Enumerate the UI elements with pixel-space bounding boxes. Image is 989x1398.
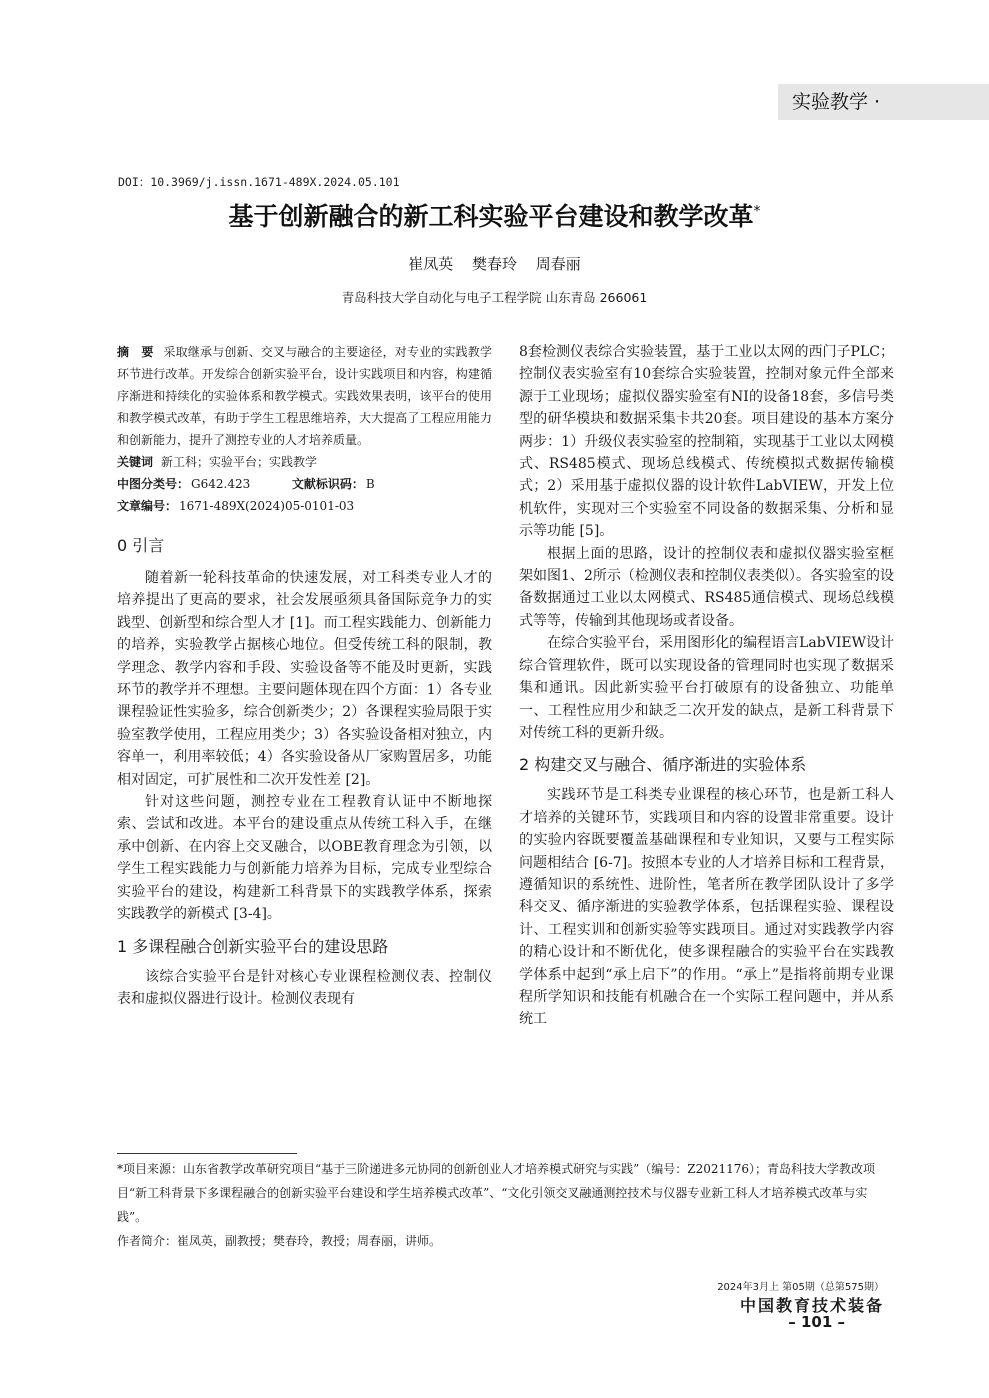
section1-paragraph-1-cont: 8套检测仪表综合实验装置，基于工业以太网的西门子PLC；控制仪表实验室有10套综合实验装置，控制对象元件全部来源于工业现场；虚拟仪器实验室有NI的设备18套，多信号类型的研华模块和数据采集卡共20套。项目建设的基本方案分两步：1）升级仪表实验室的控制箱，实现基于工业以太网模式、RS485模式、现场总线模式、传统模拟式数据传输模式；2）采用基于虚拟仪器的设计软件LabVIEW，开发上位机软件，实现对三个实验室不同设备的数据采集、分析和显示等功能 [5]。 xyxy=(519,344,894,540)
section1-paragraph-1-start: 该综合实验平台是针对核心专业课程检测仪表、控制仪表和虚拟仪器进行设计。检测仪表现有 xyxy=(117,968,492,1007)
abstract-text: 采取继承与创新、交叉与融合的主要途径，对专业的实践教学环节进行改革。开发综合创新实验平台，设计实践项目和内容，构建循序渐进和持续化的实验体系和教学模式。实践效果表明，该平台的使用和教学模式改革，有助于学生工程思维培养，大大提高了工程应用能力和创新能力，提升了测控专业的人才培养质量。 xyxy=(117,345,492,447)
article-number-label: 文章编号： xyxy=(117,499,178,513)
journal-name: 中国教育技术装备 xyxy=(739,1296,884,1315)
authors: 崔凤英 樊春玲 周春丽 xyxy=(408,255,581,273)
title-footnote-mark: * xyxy=(753,203,761,220)
left-column xyxy=(117,341,492,1010)
doc-code-value: B xyxy=(365,477,375,491)
footnote-project: *项目来源：山东省教学改革研究项目“基于三阶递进多元协同的创新创业人才培养模式研究与实践”（编号：Z2021176）；青岛科技大学教改项目“新工科背景下多课程融合的创新实验平台建设和学生培养模式改革”、“文化引领交叉融通测控技术与仪器专业新工科人才培养模式改革与实践”。 xyxy=(117,1162,876,1224)
section-tag: 实验教学 · xyxy=(778,84,989,120)
section1-paragraph-2: 根据上面的思路，设计的控制仪表和虚拟仪器实验室框架如图1、2所示（检测仪表和控制仪表类似）。各实验室的设备数据通过工业以太网模式、RS485通信模式、现场总线模式等等，传输到其他现场或者设备。 xyxy=(519,545,894,629)
section-heading-2: 2 构建交叉与融合、循序渐进的实验体系 xyxy=(519,755,807,775)
section-heading-0: 0 引言 xyxy=(117,536,165,555)
article-number xyxy=(117,495,492,517)
intro-paragraph-1: 随着新一轮科技革命的快速发展，对工科类专业人才的培养提出了更高的要求，社会发展亟须具备国际竞争力的实践型、创新型和综合型人才 [1]。而工程实践能力、创新能力的培养，实验教学占据核心地位。但受传统工科的限制，教学理念、教学内容和手段、实验设备等不能及时更新，实践环节的教学并不理想。主要问题体现在四个方面：1）各专业课程验证性实验多，综合创新类少；2）各课程实验局限于实验室教学使用，工程应用类少；3）各实验设备相对独立，内容单一，利用率较低；4）各实验设备从厂家购置居多，功能相对固定，可扩展性和二次开发性差 [2]。 xyxy=(117,570,492,788)
section1-paragraph-3: 在综合实验平台，采用图形化的编程语言LabVIEW设计综合管理软件，既可以实现设备的管理同时也实现了数据采集和通讯。因此新实验平台打破原有的设备独立、功能单一、工程性应用少和缺乏二次开发的缺点，是新工科背景下对传统工科的更新升级。 xyxy=(519,635,894,741)
classification xyxy=(117,473,492,495)
section2-paragraph-1: 实践环节是工科类专业课程的核心环节，也是新工科人才培养的关键环节，实践项目和内容的设置非常重要。设计的实验内容既要覆盖基础课程和专业知识，又要与工程实际问题相结合 [6-7]。按照本专业的人才培养目标和工程背景，遵循知识的系统性、进阶性，笔者所在教学团队设计了多学科交叉、循序渐进的实验教学体系，包括课程实验、课程设计、工程实训和创新实验等实践项目。通过对实践教学内容的精心设计和不断优化，使多课程融合的实验平台在实践教学体系中起到“承上启下”的作用。“承上”是指将前期专业课程所学知识和技能有机融合在一个实际工程问题中，并从系统工 xyxy=(519,787,894,1028)
page-number: – 101 – xyxy=(788,1313,845,1331)
classification-value: G642.423 xyxy=(191,477,251,491)
doc-code-label: 文献标识码： xyxy=(291,477,364,491)
section-heading-1: 1 多课程融合创新实验平台的建设思路 xyxy=(117,936,389,956)
intro-paragraph-2: 针对这些问题，测控专业在工程教育认证中不断地探索、尝试和改进。本平台的建设重点从传统工科入手，在继承中创新、在内容上交叉融合，以OBE教育理念为引领，以学生工程实践能力与创新能力培养为目标，完成专业型综合实验平台的建设，构建新工科背景下的实践教学体系，探索实践教学的新模式 [3-4]。 xyxy=(117,794,492,923)
title-text: 基于创新融合的新工科实验平台建设和教学改革 xyxy=(228,202,754,231)
article-number-value: 1671-489X(2024)05-0101-03 xyxy=(179,499,355,513)
abstract-label: 摘 要 xyxy=(117,345,154,359)
keywords-text: 新工科；实验平台；实践教学 xyxy=(161,455,318,469)
doi: DOI：10.3969/j.issn.1671-489X.2024.05.101 xyxy=(118,175,400,189)
footnote-authors: 作者简介：崔凤英，副教授；樊春玲，教授；周春丽，讲师。 xyxy=(117,1234,442,1248)
abstract xyxy=(117,341,492,451)
right-column xyxy=(519,341,894,1031)
keywords-label: 关键词 xyxy=(117,455,154,469)
journal-issue-date: 2024年3月上 第05期（总第575期） xyxy=(717,1282,884,1293)
classification-label: 中图分类号： xyxy=(117,477,190,491)
affiliation: 青岛科技大学自动化与电子工程学院 山东青岛 266061 xyxy=(341,290,648,305)
footnote xyxy=(117,1157,894,1253)
footnote-divider xyxy=(117,1153,297,1154)
paper-title xyxy=(0,197,989,233)
keywords xyxy=(117,451,492,473)
